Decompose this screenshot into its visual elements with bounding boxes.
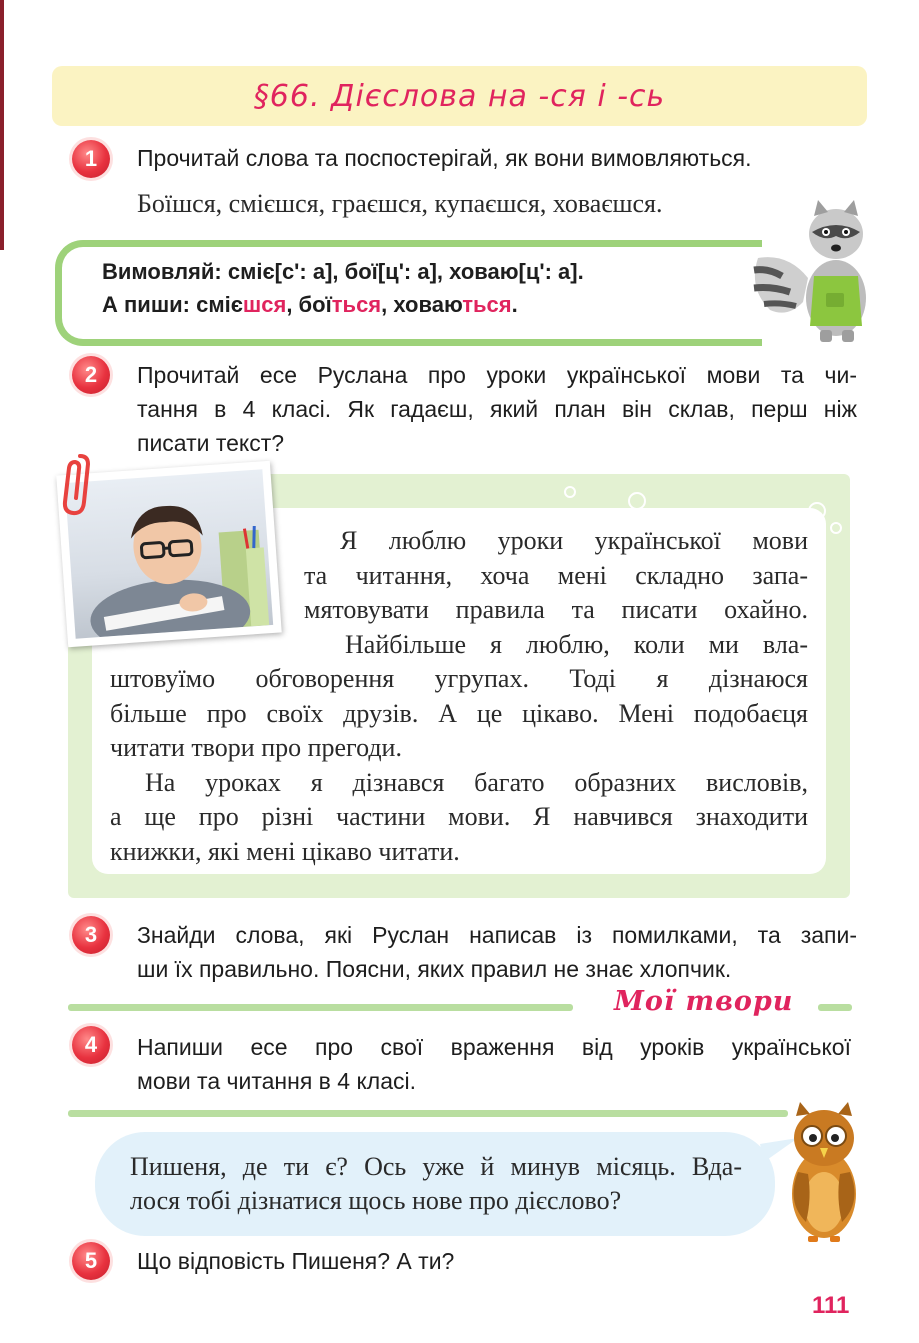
rule-separator-1: , бої	[286, 292, 332, 317]
apron-pocket	[826, 293, 844, 307]
rule-end: .	[511, 292, 518, 317]
task4-line-2: мови та читання в 4 класі.	[137, 1068, 416, 1094]
raccoon-tail	[754, 257, 808, 313]
paperclip-icon	[58, 450, 94, 520]
essay-line-8: На уроках я дізнався багато образних висловів,	[145, 768, 808, 797]
task2-line-2: тання в 4 класі. Як гадаєш, який план він склав, перш ніж	[137, 396, 857, 422]
task1-words: Боїшся, смієшся, граєшся, купаєшся, ховаєшся.	[137, 189, 663, 218]
rule-write-prefix: А пиши: смiє	[102, 292, 243, 317]
essay-line-7: читати твори про прегоди.	[110, 733, 402, 762]
rule-ending-3: ться	[462, 292, 512, 317]
task5-text: Що відповість Пишеня? А ти?	[137, 1248, 455, 1274]
task4-line-1: Напиши есе про свої враження від уроків української	[137, 1034, 851, 1060]
essay-line-6: більше про своїх друзів. А це цікаво. Мені подобаєця	[110, 699, 808, 728]
boy-photo	[65, 469, 273, 638]
task-number-5: 5	[72, 1242, 110, 1280]
rule-separator-2: , ховаю	[381, 292, 463, 317]
essay-line-3: мятовувати правила та писати охайно.	[304, 595, 808, 624]
task3-line-1: Знайди слова, які Руслан написав із помилками, та запи-	[137, 922, 857, 948]
speech-line-2: лося тобі дізнатися щось нове про дієслово?	[130, 1186, 622, 1215]
rule-ending-2: ться	[331, 292, 382, 317]
section-divider-right	[818, 1004, 852, 1011]
task2-line-1: Прочитай есе Руслана про уроки української мови та чи-	[137, 362, 857, 388]
page-number: 111	[812, 1292, 850, 1319]
rule-write-line	[102, 289, 518, 321]
page-title: §66. Дієслова на -ся і -сь	[253, 78, 666, 114]
section-label-my-works: Мої твори	[614, 986, 794, 1017]
task-number-4: 4	[72, 1026, 110, 1064]
task-number-2: 2	[72, 356, 110, 394]
task3-line-2: ши їх правильно. Поясни, яких правил не знає хлопчик.	[137, 956, 732, 982]
raccoon-illustration	[748, 198, 878, 346]
title-banner	[52, 66, 867, 126]
task-number-3: 3	[72, 916, 110, 954]
task2-line-3: писати текст?	[137, 430, 285, 456]
essay-line-5: штовуїмо обговорення угрупах. Тоді я дізнаюся	[110, 664, 808, 693]
owl-illustration	[782, 1102, 864, 1244]
rule-ending-1: шся	[242, 292, 287, 317]
essay-line-4: Найбільше я люблю, коли ми вла-	[345, 630, 808, 659]
essay-line-2: та читання, хоча мені складно запа-	[304, 561, 808, 590]
speech-line-1: Пишеня, де ти є? Ось уже й минув місяць. Вда-	[130, 1152, 742, 1181]
essay-line-9: а ще про різні частини мови. Я навчився знаходити	[110, 802, 808, 831]
task-number-1: 1	[72, 140, 110, 178]
divider-line	[68, 1110, 788, 1117]
rule-pronounce-line: Вимовляй: сміє[с': а], бої[ц': а], ховаю[ц': а].	[102, 259, 584, 284]
page-edge-strip	[0, 0, 4, 250]
section-divider-left	[68, 1004, 573, 1011]
essay-line-10: книжки, які мені цікаво читати.	[110, 837, 460, 866]
task1-instruction: Прочитай слова та поспостерігай, як вони вимовляються.	[137, 145, 752, 171]
essay-line-1: Я люблю уроки української мови	[340, 526, 808, 555]
